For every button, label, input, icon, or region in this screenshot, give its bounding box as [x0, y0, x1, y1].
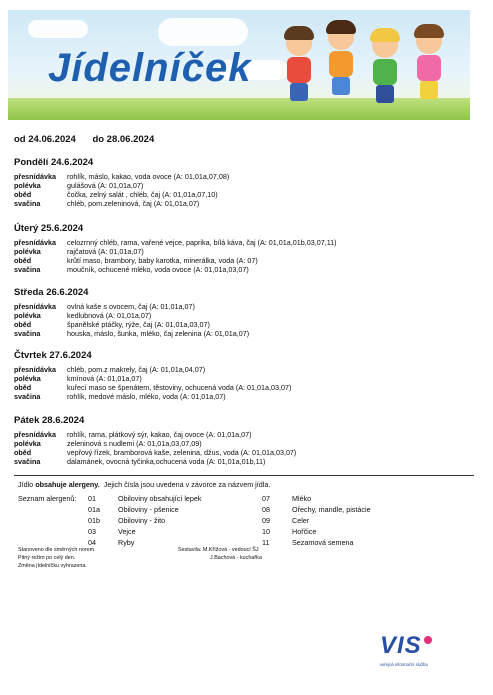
allergen-name: Obiloviny - žito	[118, 516, 166, 525]
page-title: Jídelníček	[48, 46, 252, 90]
allergen-item	[88, 516, 165, 526]
meal-label: oběd	[14, 383, 32, 392]
meal-label: polévka	[14, 311, 41, 320]
meal-row	[14, 238, 474, 247]
divider	[14, 475, 474, 476]
footer-notes: Stanoveno dle směrných norem. Pitný režim po celý den. Změna jídelníčku vyhrazena.	[18, 547, 96, 569]
footer-staff	[178, 546, 262, 562]
meal-text: kmínová (A: 01,01a,07)	[67, 374, 142, 383]
date-range	[14, 134, 168, 145]
compiled-by: Sestavila: M.Křížová - vedoucí ŠJ	[178, 547, 259, 553]
meal-label: svačina	[14, 392, 41, 401]
meal-text: houska, máslo, šunka, mléko, čaj zelenina (A: 01,01a,07)	[67, 329, 250, 338]
allergen-item	[262, 494, 311, 504]
meal-row	[14, 181, 474, 190]
meal-label: polévka	[14, 181, 41, 190]
meal-row	[14, 199, 474, 208]
meal-label: polévka	[14, 374, 41, 383]
day-title: Středa 26.6.2024	[14, 287, 89, 298]
meal-label: svačina	[14, 199, 41, 208]
allergen-code: 01	[88, 494, 96, 503]
allergen-item	[262, 516, 309, 526]
meal-label: přesnídávka	[14, 365, 56, 374]
day-title: Úterý 25.6.2024	[14, 223, 84, 234]
child-figure	[324, 24, 358, 95]
child-figure	[412, 28, 446, 99]
allergen-item	[262, 527, 316, 537]
meal-label: přesnídávka	[14, 302, 56, 311]
day-title: Pátek 28.6.2024	[14, 415, 85, 426]
allergen-name: Obiloviny - pšenice	[118, 505, 179, 514]
allergen-code: 04	[88, 538, 96, 547]
meal-text: čočka, zelný salát , chléb, čaj (A: 01,01a,07,10)	[67, 190, 218, 199]
meal-row	[14, 383, 474, 392]
day-section	[14, 223, 474, 274]
allergen-name: Mléko	[292, 494, 312, 503]
header-banner	[8, 10, 470, 120]
day-section	[14, 415, 474, 466]
allergen-item	[88, 527, 136, 537]
meal-text: rohlík, medové máslo, mléko, voda (A: 01,01a,07)	[67, 392, 226, 401]
meal-row	[14, 265, 474, 274]
meal-row	[14, 311, 474, 320]
meal-text: kuřecí maso se špenátem, těstoviny, ochucená voda (A: 01,01a,03,07)	[67, 383, 292, 392]
allergen-code: 07	[262, 494, 270, 503]
meal-row	[14, 247, 474, 256]
meal-row	[14, 457, 474, 466]
child-figure	[368, 32, 402, 103]
child-figure	[282, 30, 316, 101]
meal-label: svačina	[14, 265, 41, 274]
allergen-name: Obiloviny obsahující lepek	[118, 494, 202, 503]
meal-text: rohlík, rama, plátkový sýr, kakao, čaj ovoce (A: 01,01a,07)	[67, 430, 252, 439]
meal-label: polévka	[14, 247, 41, 256]
meal-text: zeleninová s nudlemi (A: 01,01a,03,07,09)	[67, 439, 202, 448]
meal-text: ovlná kaše s ovocem, čaj (A: 01,01a,07)	[67, 302, 195, 311]
meal-text: vepřový řízek, bramborová kaše, zelenina, džus, voda (A: 01,01a,03,07)	[67, 448, 297, 457]
meal-row	[14, 329, 474, 338]
allergen-name: Ořechy, mandle, pistácie	[292, 505, 371, 514]
meal-label: svačina	[14, 457, 41, 466]
meal-row	[14, 374, 474, 383]
meal-text: krůtí maso, brambory, baby karotka, minerálka, voda (A: 07)	[67, 256, 258, 265]
meal-text: rohlík, máslo, kakao, voda ovoce (A: 01,01a,07,08)	[67, 172, 230, 181]
allergen-name: Hořčice	[292, 527, 317, 536]
date-to: do 28.06.2024	[92, 134, 155, 145]
meal-label: oběd	[14, 190, 32, 199]
meal-text: španělské ptáčky, rýže, čaj (A: 01,01a,03,07)	[67, 320, 210, 329]
meal-text: chléb, pom.z makrely, čaj (A: 01,01a,04,07)	[67, 365, 206, 374]
meal-row	[14, 320, 474, 329]
allergen-list-heading: Seznam alergenů:	[18, 494, 77, 503]
meal-text: kedlubnová (A: 01,01a,07)	[67, 311, 152, 320]
allergen-name: Ryby	[118, 538, 135, 547]
day-title: Čtvrtek 27.6.2024	[14, 350, 92, 361]
meal-text: rajčatová (A: 01,01a,07)	[67, 247, 144, 256]
allergen-name: Celer	[292, 516, 310, 525]
allergen-code: 08	[262, 505, 270, 514]
allergen-item	[88, 494, 202, 504]
meal-label: oběd	[14, 320, 32, 329]
meal-label: svačina	[14, 329, 41, 338]
cloud	[158, 18, 248, 46]
meal-label: polévka	[14, 439, 41, 448]
allergen-item	[262, 505, 371, 515]
allergen-name: Sezamová semena	[292, 538, 354, 547]
meal-row	[14, 448, 474, 457]
allergen-note: Jídlo obsahuje alergeny. Jejich čísla jsou uvedena v závorce za názvem jídla.	[18, 480, 271, 489]
meal-row	[14, 302, 474, 311]
children-illustration	[282, 24, 452, 112]
day-section	[14, 287, 474, 338]
cook: J.Bachová - kuchařka	[210, 555, 262, 561]
meal-text: moučník, ochucené mléko, voda ovoce (A: 01,01a,03,07)	[67, 265, 249, 274]
meal-text: chléb, pom.zeleninová, čaj (A: 01,01a,07)	[67, 199, 200, 208]
meal-row	[14, 430, 474, 439]
meal-row	[14, 392, 474, 401]
meal-row	[14, 190, 474, 199]
meal-label: přesnídávka	[14, 172, 56, 181]
meal-label: oběd	[14, 448, 32, 457]
meal-row	[14, 365, 474, 374]
vis-logo: VIS veřejná informační služba	[380, 632, 450, 682]
allergen-item	[262, 538, 354, 548]
meal-text: gulášová (A: 01,01a,07)	[67, 181, 144, 190]
meal-row	[14, 172, 474, 181]
allergen-code: 01b	[88, 516, 100, 525]
allergen-code: 03	[88, 527, 96, 536]
day-title: Pondělí 24.6.2024	[14, 157, 94, 168]
date-from: od 24.06.2024	[14, 134, 76, 145]
meal-label: přesnídávka	[14, 238, 56, 247]
meal-text: celozrnný chléb, rama, vařené vejce, paprika, bílá káva, čaj (A: 01,01a,01b,03,07,11)	[67, 238, 337, 247]
cloud	[28, 20, 88, 38]
day-section	[14, 157, 474, 208]
allergen-code: 10	[262, 527, 270, 536]
allergen-item	[88, 505, 179, 515]
allergen-name: Vejce	[118, 527, 136, 536]
meal-label: přesnídávka	[14, 430, 56, 439]
allergen-code: 09	[262, 516, 270, 525]
day-section	[14, 350, 474, 401]
logo-dot	[424, 636, 432, 644]
meal-text: dalamánek, ovocná tyčinka,ochucená voda (A: 01,01a,01b,11)	[67, 457, 266, 466]
meal-label: oběd	[14, 256, 32, 265]
allergen-code: 01a	[88, 505, 100, 514]
meal-row	[14, 256, 474, 265]
meal-row	[14, 439, 474, 448]
allergen-code: 11	[262, 538, 270, 547]
